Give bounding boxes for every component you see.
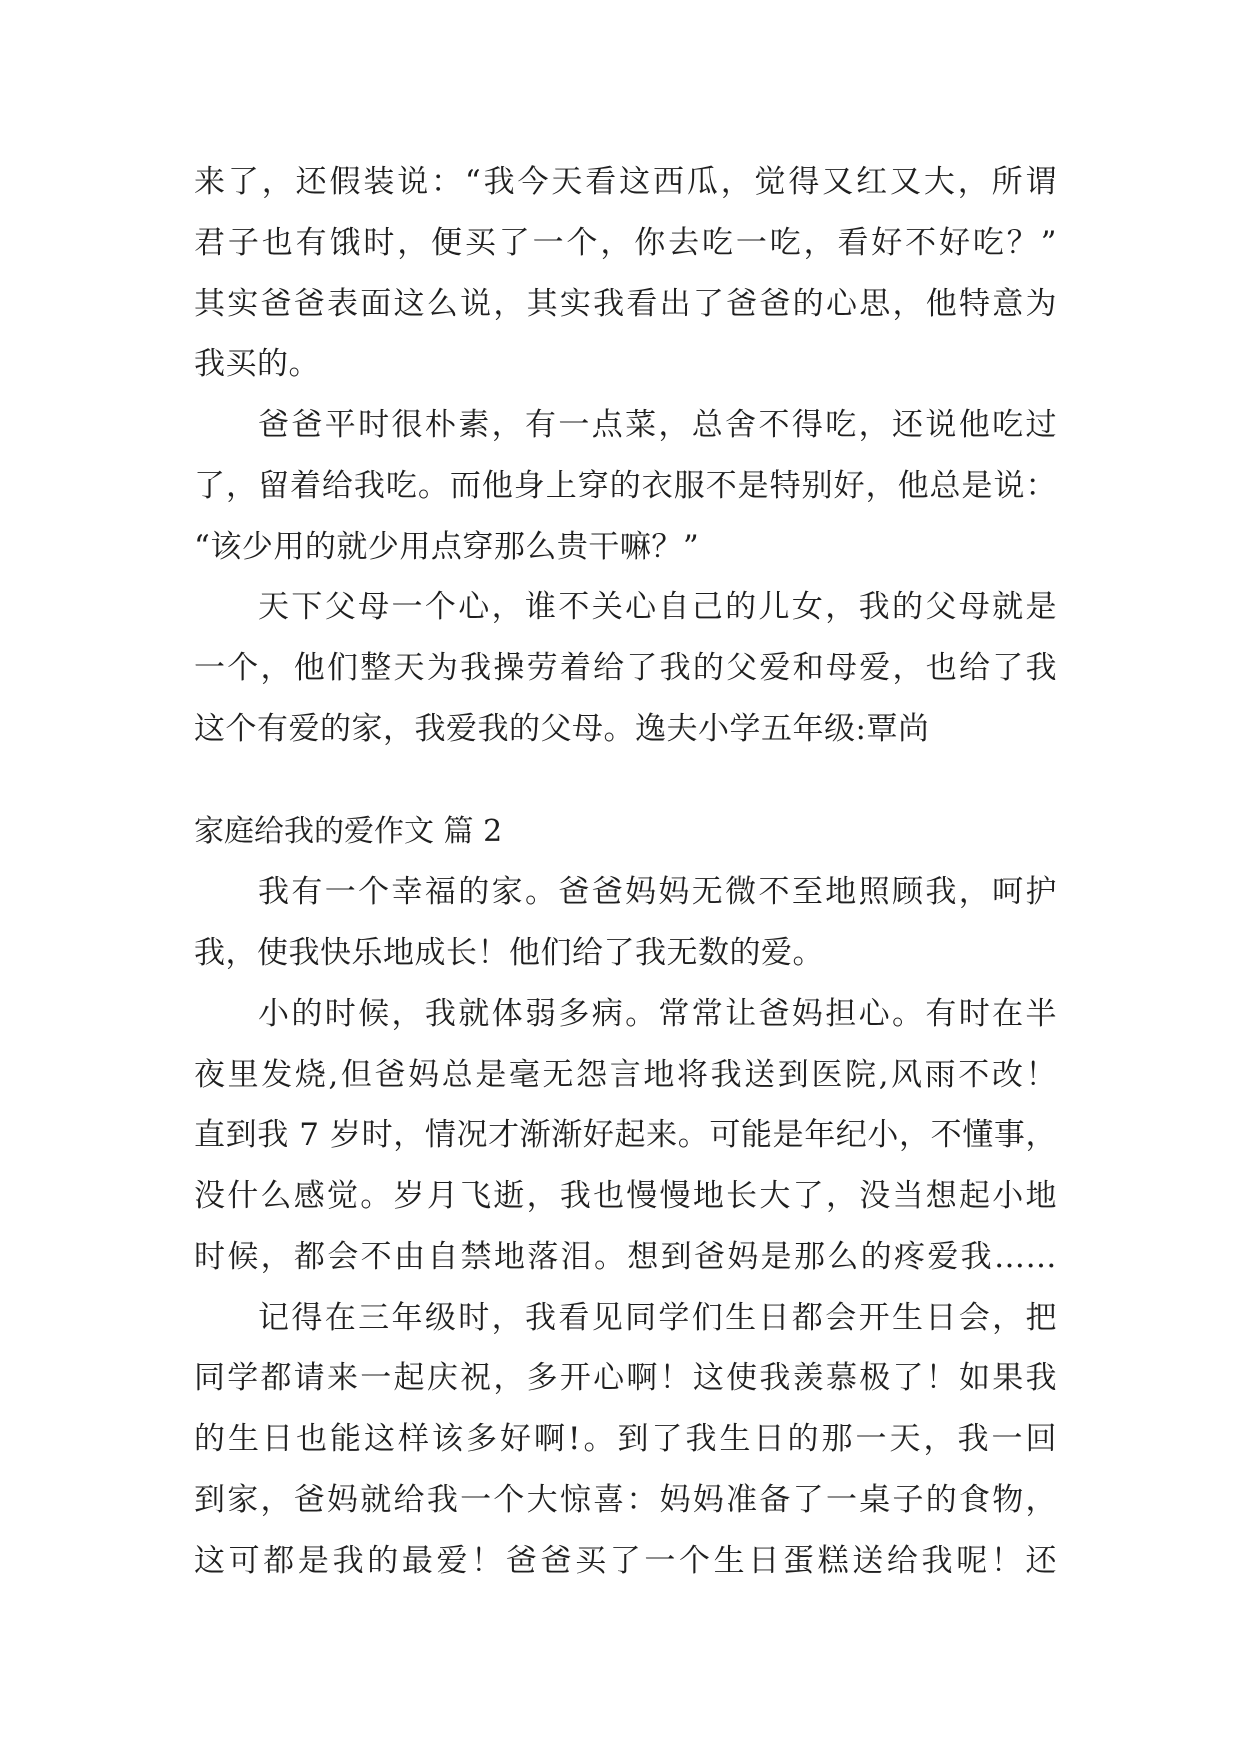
text-line: 这可都是我的最爱！爸爸买了一个生日蛋糕送给我呢！还: [194, 1542, 1057, 1579]
text-line: 到家，爸妈就给我一个大惊喜：妈妈准备了一桌子的食物，: [194, 1481, 1057, 1518]
text-line: 这个有爱的家，我爱我的父母。逸夫小学五年级:覃尚: [194, 710, 930, 747]
text-line: 直到我 7 岁时，情况才渐渐好起来。可能是年纪小，不懂事，: [194, 1117, 1057, 1154]
text-line: 小的时候，我就体弱多病。常常让爸妈担心。有时在半: [258, 995, 1057, 1032]
text-line: 来了，还假装说：“我今天看这西瓜，觉得又红又大，所谓: [194, 164, 1057, 200]
paragraph: [194, 577, 1057, 759]
text-line: 爸爸平时很朴素，有一点菜，总舍不得吃，还说他吃过: [258, 407, 1057, 443]
text-line: 的生日也能这样该多好啊!。到了我生日的那一天，我一回: [194, 1421, 1057, 1457]
text-line: 时候，都会不由自禁地落泪。想到爸妈是那么的疼爱我……: [194, 1238, 1057, 1275]
text-line: 天下父母一个心，谁不关心自己的儿女，我的父母就是: [258, 589, 1057, 626]
text-line: “该少用的就少用点穿那么贵干嘛？”: [194, 528, 700, 565]
text-line: 其实爸爸表面这么说，其实我看出了爸爸的心思，他特意为: [194, 285, 1057, 322]
text-line: 了，留着给我吃。而他身上穿的衣服不是特别好，他总是说：: [194, 467, 1057, 504]
text-line: 夜里发烧,但爸妈总是毫无怨言地将我送到医院,风雨不改！: [194, 1056, 1057, 1093]
text-line: 一个，他们整天为我操劳着给了我的父爱和母爱，也给了我: [194, 650, 1057, 686]
paragraph: [194, 862, 1057, 984]
document-body: [194, 152, 1057, 1591]
paragraph: [194, 395, 1057, 577]
paragraph: [194, 152, 1057, 395]
text-line: 记得在三年级时，我看见同学们生日都会开生日会，把: [258, 1299, 1057, 1336]
paragraph: [194, 984, 1057, 1288]
text-line: 我，使我快乐地成长！他们给了我无数的爱。: [194, 935, 824, 971]
paragraph: [194, 1288, 1057, 1592]
text-line: 我有一个幸福的家。爸爸妈妈无微不至地照顾我，呵护: [258, 874, 1057, 911]
text-line: 我买的。: [194, 346, 320, 383]
section-heading: 家庭给我的爱作文 篇 2: [194, 813, 503, 849]
text-line: 同学都请来一起庆祝，多开心啊！这使我羡慕极了！如果我: [194, 1360, 1057, 1397]
text-line: 君子也有饿时，便买了一个，你去吃一吃，看好不好吃？”: [194, 224, 1057, 261]
text-line: 没什么感觉。岁月飞逝，我也慢慢地长大了，没当想起小地: [194, 1178, 1057, 1214]
